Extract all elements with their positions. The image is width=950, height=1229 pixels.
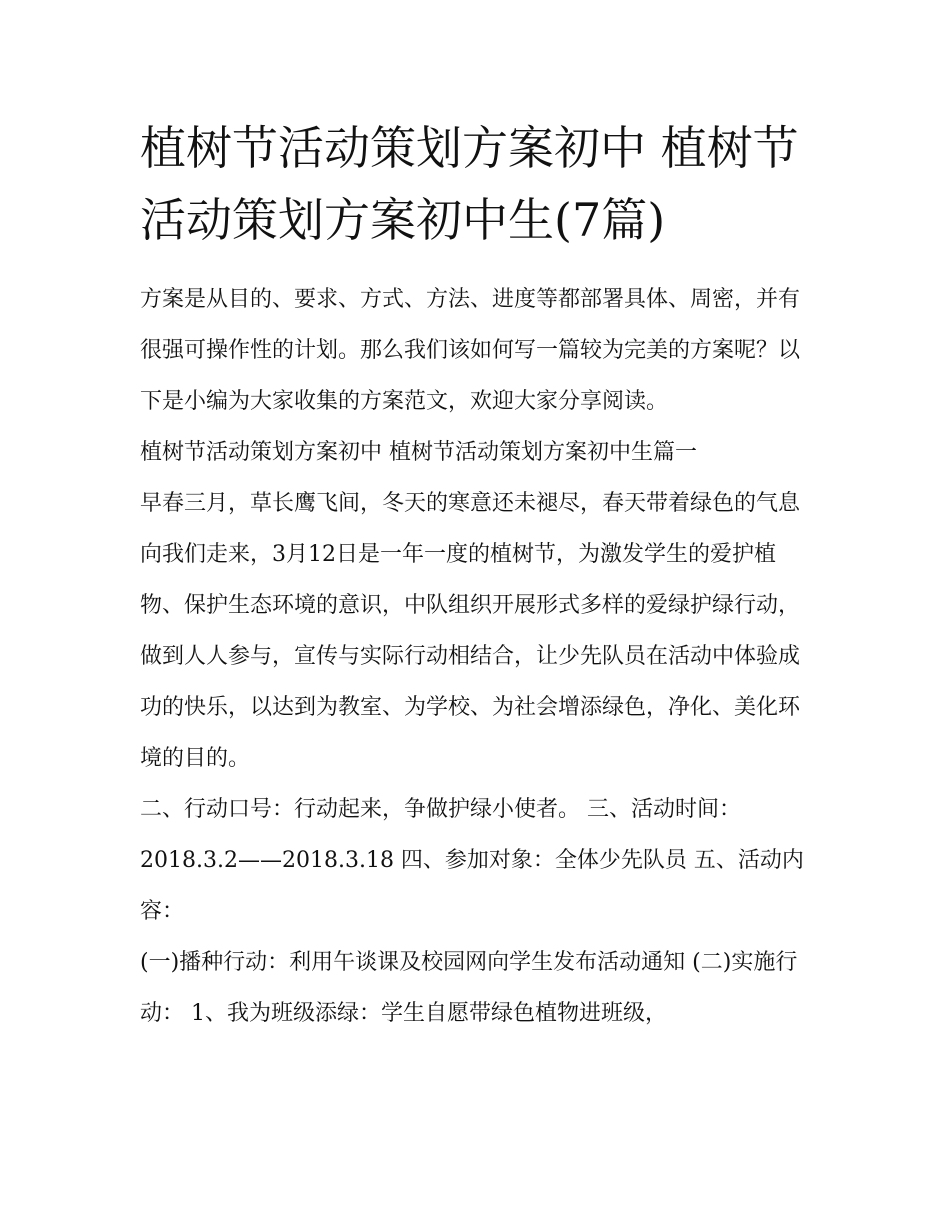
- body-paragraph: 二、行动口号：行动起来，争做护绿小使者。 三、活动时间：2018.3.2——2018.3.18 四、参加对象：全体少先队员 五、活动内容：: [140, 797, 804, 924]
- intro-paragraph: 方案是从目的、要求、方式、方法、进度等都部署具体、周密，并有很强可操作性的计划。那么我们该如何写一篇较为完美的方案呢？以下是小编为大家收集的方案范文，欢迎大家分享阅读。: [140, 287, 801, 414]
- body-paragraph: 早春三月，草长鹰飞间，冬天的寒意还未褪尽，春天带着绿色的气息向我们走来，3月12日是一年一度的植树节，为激发学生的爱护植物、保护生态环境的意识，中队组织开展形式多样的爱绿护绿行动，做到人人参与，宣传与实际行动相结合，让少先队员在活动中体验成功的快乐，以达到为教室、为学校、为社会增添绿色，净化、美化环境的目的。: [140, 491, 801, 771]
- section-heading: 植树节活动策划方案初中 植树节活动策划方案初中生篇一: [140, 440, 697, 465]
- body-paragraph: (一)播种行动：利用午谈课及校园网向学生发布活动通知 (二)实施行动： 1、我为班级添绿：学生自愿带绿色植物进班级，: [140, 950, 798, 1026]
- document-page: [140, 112, 812, 1039]
- document-title: 植树节活动策划方案初中 植树节活动策划方案初中生(7篇): [140, 121, 799, 247]
